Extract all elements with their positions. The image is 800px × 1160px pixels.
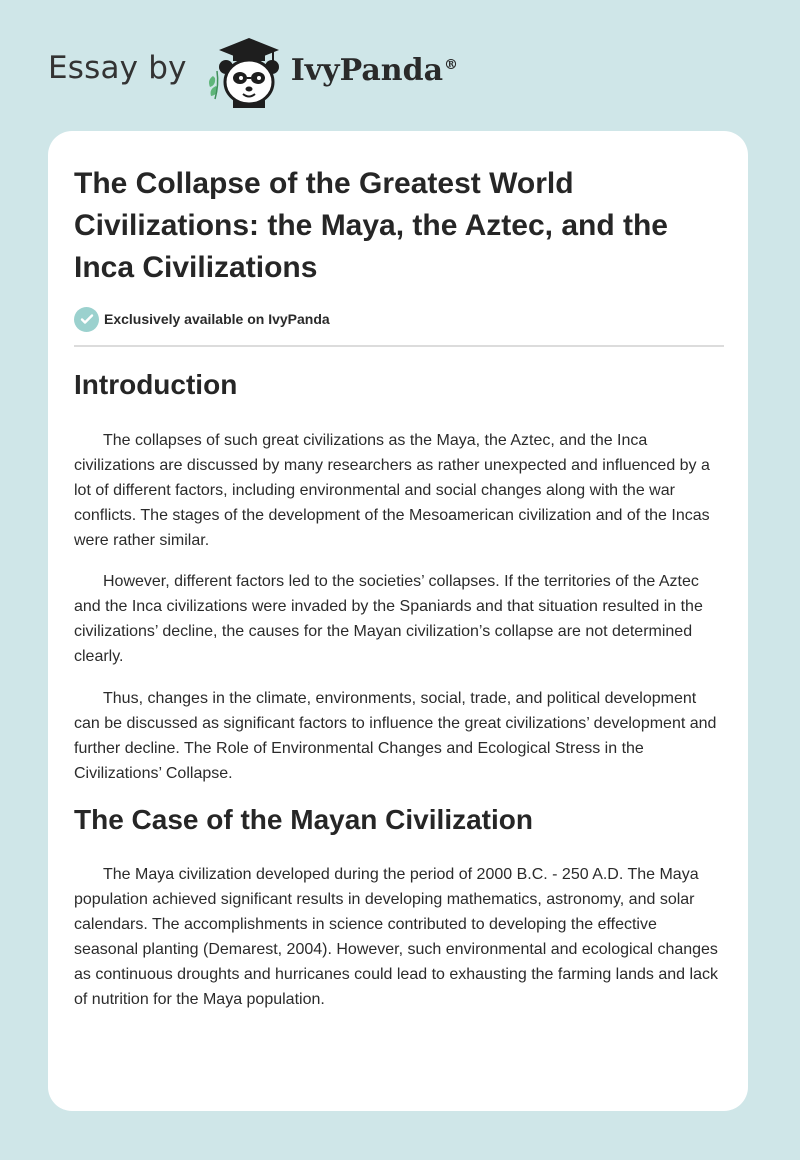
exclusive-label: Exclusively available on IvyPanda (104, 311, 330, 327)
registered-mark: ® (444, 56, 459, 73)
brand-name[interactable]: IvyPanda® (290, 52, 459, 88)
essay-title: The Collapse of the Greatest World Civilizations: the Maya, the Aztec, and the Inca Civilizations (74, 167, 668, 284)
paragraph: Thus, changes in the climate, environments, social, trade, and political development can be discussed as significant factors to influence the great civilizations’ development and further decline. The Role of Environmental Changes and Ecological Stress in the Civilizations’ Collapse. (74, 690, 717, 782)
essay-card (48, 131, 748, 1111)
paragraph: However, different factors led to the societies’ collapses. If the territories of the Aztec and the Inca civilizations were invaded by the Spaniards and that situation resulted in the civilizations’ decline, the causes for the Mayan civilization’s collapse are not determined clearly. (74, 573, 703, 665)
section-heading-introduction: Introduction (74, 369, 238, 400)
exclusive-badge (74, 306, 330, 332)
title-divider (74, 345, 724, 347)
section-heading-mayan-civilization: The Case of the Mayan Civilization (74, 804, 533, 835)
check-icon (74, 307, 99, 332)
paragraph: The collapses of such great civilizations as the Maya, the Aztec, and the Inca civilizations are discussed by many researchers as rather unexpected and influenced by a lot of different factors, including environmental and social changes along with the war conflicts. The stages of the development of the Mesoamerican civilization and of the Incas were rather similar. (74, 432, 710, 549)
brand-header (48, 34, 458, 110)
brand-prefix: Essay by (48, 50, 187, 86)
paragraph: The Maya civilization developed during the period of 2000 B.C. - 250 A.D. The Maya population achieved significant results in developing mathematics, astronomy, and solar calendars. The accomplishments in science contributed to developing the effective seasonal planting (Demarest, 2004). However, such environmental and ecological changes as continuous droughts and hurricanes could lead to exhausting the farming lands and lack of nutrition for the Maya population. (74, 866, 718, 1008)
ivypanda-logo-icon[interactable] (203, 36, 285, 108)
